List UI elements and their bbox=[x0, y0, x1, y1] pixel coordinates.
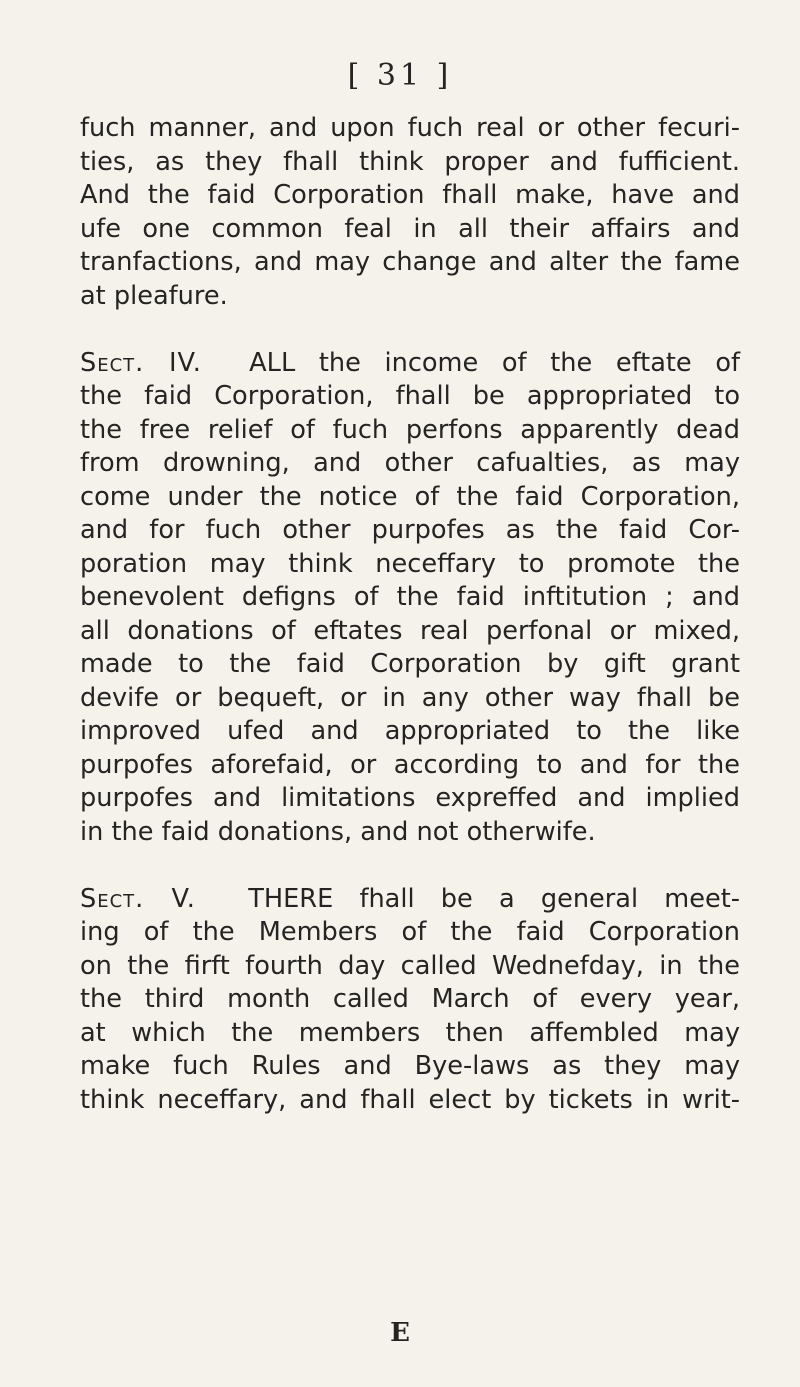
paragraph-gap bbox=[80, 849, 740, 883]
text-line: in the faid donations, and not otherwife. bbox=[80, 816, 596, 847]
text-line: ufe one common feal in all their affairs and bbox=[80, 213, 740, 244]
text-line: on the firft fourth day called Wednefday, in the bbox=[80, 950, 740, 981]
section-label: Sect. IV. bbox=[80, 347, 202, 378]
text-line: come under the notice of the faid Corporation, bbox=[80, 481, 740, 512]
text-line: think neceffary, and fhall elect by tickets in writ- bbox=[80, 1084, 740, 1115]
section-lead: ALL the income of the eftate of bbox=[249, 347, 740, 378]
text-line: ing of the Members of the faid Corporation bbox=[80, 917, 740, 947]
section-label: Sect. V. bbox=[80, 883, 196, 914]
text-line bbox=[80, 883, 740, 917]
text-line: the faid Corporation, fhall be appropriated to bbox=[80, 381, 740, 411]
text-line: made to the faid Corporation by gift grant bbox=[80, 649, 740, 679]
text-line: benevolent defigns of the faid inftitution ; and bbox=[80, 582, 740, 612]
text-line: improved ufed and appropriated to the like bbox=[80, 716, 740, 746]
text-line: at which the members then affembled may bbox=[80, 1017, 740, 1048]
text-line: And the faid Corporation fhall make, have and bbox=[80, 180, 740, 210]
text-line: at pleafure. bbox=[80, 280, 228, 311]
text-line: and for fuch other purpofes as the faid Cor- bbox=[80, 515, 740, 545]
text-line: fuch manner, and upon fuch real or other fecuri- bbox=[80, 113, 740, 143]
text-line: purpofes and limitations expreffed and implied bbox=[80, 783, 740, 813]
text-line: ties, as they fhall think proper and fufficient. bbox=[80, 146, 740, 177]
text-line: from drowning, and other cafualties, as may bbox=[80, 448, 740, 478]
page-number: [ 31 ] bbox=[347, 58, 453, 93]
paragraph-gap bbox=[80, 313, 740, 347]
text-line: purpofes aforefaid, or according to and for the bbox=[80, 749, 740, 780]
body-text bbox=[80, 112, 740, 1117]
section-lead: THERE fhall be a general meet- bbox=[248, 883, 740, 914]
paragraph-sect-v bbox=[80, 883, 740, 1118]
text-line: tranfactions, and may change and alter the fame bbox=[80, 247, 740, 277]
text-line: all donations of eftates real perfonal or mixed, bbox=[80, 615, 740, 646]
paragraph-1 bbox=[80, 112, 740, 313]
text-line: make fuch Rules and Bye-laws as they may bbox=[80, 1051, 740, 1081]
text-line: the free relief of fuch perfons apparently dead bbox=[80, 414, 740, 445]
text-line bbox=[80, 347, 740, 381]
text-line: devife or bequeft, or in any other way fhall be bbox=[80, 682, 740, 713]
text-line: poration may think neceffary to promote the bbox=[80, 548, 740, 579]
signature-mark: E bbox=[390, 1318, 410, 1348]
paragraph-sect-iv bbox=[80, 347, 740, 850]
text-line: the third month called March of every year, bbox=[80, 984, 740, 1014]
